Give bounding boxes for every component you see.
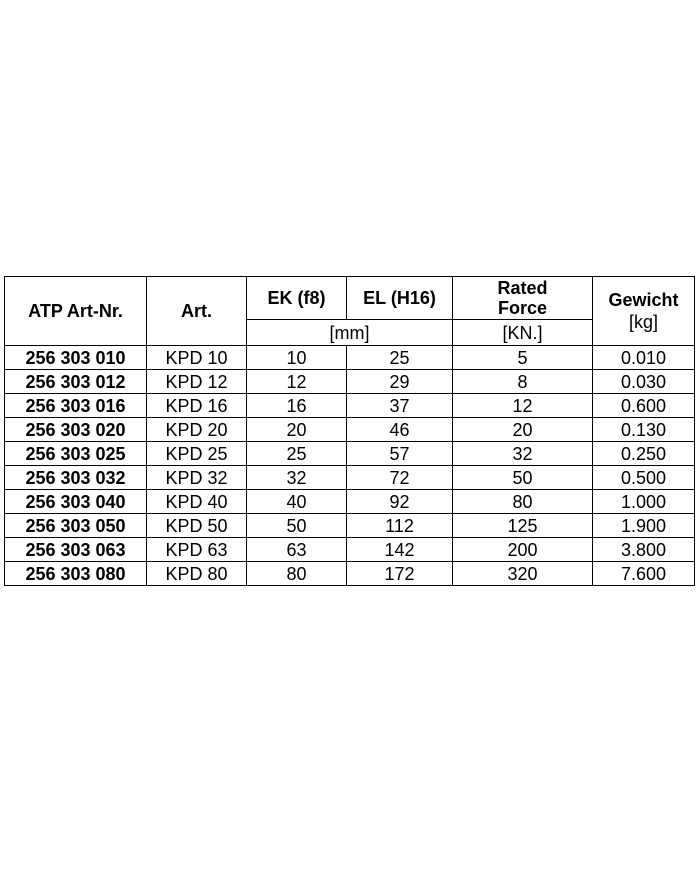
header-el: EL (H16)	[347, 277, 453, 320]
cell-artnr: 256 303 016	[5, 394, 147, 418]
cell-ek: 32	[247, 466, 347, 490]
table-row	[5, 418, 695, 442]
cell-force: 20	[453, 418, 593, 442]
cell-art: KPD 10	[147, 346, 247, 370]
cell-force: 12	[453, 394, 593, 418]
table-row	[5, 490, 695, 514]
cell-art: KPD 32	[147, 466, 247, 490]
cell-force: 32	[453, 442, 593, 466]
cell-ek: 40	[247, 490, 347, 514]
cell-gewicht: 0.500	[593, 466, 695, 490]
cell-force: 5	[453, 346, 593, 370]
cell-force: 8	[453, 370, 593, 394]
cell-art: KPD 20	[147, 418, 247, 442]
spec-table	[4, 276, 695, 586]
cell-gewicht: 0.600	[593, 394, 695, 418]
header-rated-force	[453, 277, 593, 320]
cell-art: KPD 16	[147, 394, 247, 418]
cell-el: 92	[347, 490, 453, 514]
cell-art: KPD 12	[147, 370, 247, 394]
cell-gewicht: 3.800	[593, 538, 695, 562]
table-row	[5, 562, 695, 586]
cell-gewicht: 0.130	[593, 418, 695, 442]
cell-el: 112	[347, 514, 453, 538]
cell-art: KPD 25	[147, 442, 247, 466]
cell-ek: 10	[247, 346, 347, 370]
cell-gewicht: 0.010	[593, 346, 695, 370]
header-rated-force-line2: Force	[497, 298, 548, 318]
cell-el: 46	[347, 418, 453, 442]
header-gewicht-title: Gewicht	[608, 290, 679, 310]
cell-el: 37	[347, 394, 453, 418]
cell-ek: 20	[247, 418, 347, 442]
header-atp-art-nr: ATP Art-Nr.	[5, 277, 147, 346]
cell-gewicht: 1.900	[593, 514, 695, 538]
cell-gewicht: 7.600	[593, 562, 695, 586]
cell-art: KPD 63	[147, 538, 247, 562]
table-row	[5, 394, 695, 418]
cell-el: 172	[347, 562, 453, 586]
table-row	[5, 346, 695, 370]
cell-art: KPD 40	[147, 490, 247, 514]
cell-force: 125	[453, 514, 593, 538]
header-ek: EK (f8)	[247, 277, 347, 320]
cell-el: 142	[347, 538, 453, 562]
cell-el: 57	[347, 442, 453, 466]
header-rated-force-line1: Rated	[497, 278, 548, 298]
cell-gewicht: 0.030	[593, 370, 695, 394]
header-art: Art.	[147, 277, 247, 346]
cell-artnr: 256 303 010	[5, 346, 147, 370]
unit-kg: [kg]	[628, 312, 658, 332]
cell-el: 29	[347, 370, 453, 394]
cell-force: 200	[453, 538, 593, 562]
cell-artnr: 256 303 012	[5, 370, 147, 394]
cell-ek: 12	[247, 370, 347, 394]
table-row	[5, 466, 695, 490]
table-header	[5, 277, 695, 346]
unit-mm: [mm]	[247, 320, 453, 346]
table-row	[5, 538, 695, 562]
cell-el: 25	[347, 346, 453, 370]
cell-gewicht: 0.250	[593, 442, 695, 466]
table-body	[5, 346, 695, 586]
cell-art: KPD 80	[147, 562, 247, 586]
cell-gewicht: 1.000	[593, 490, 695, 514]
table-row	[5, 514, 695, 538]
cell-ek: 50	[247, 514, 347, 538]
cell-artnr: 256 303 032	[5, 466, 147, 490]
cell-el: 72	[347, 466, 453, 490]
cell-artnr: 256 303 025	[5, 442, 147, 466]
cell-art: KPD 50	[147, 514, 247, 538]
table-row	[5, 442, 695, 466]
cell-artnr: 256 303 080	[5, 562, 147, 586]
cell-artnr: 256 303 040	[5, 490, 147, 514]
cell-ek: 16	[247, 394, 347, 418]
cell-artnr: 256 303 020	[5, 418, 147, 442]
cell-ek: 63	[247, 538, 347, 562]
cell-ek: 25	[247, 442, 347, 466]
table-row	[5, 370, 695, 394]
unit-kn: [KN.]	[453, 320, 593, 346]
header-gewicht	[593, 277, 695, 346]
cell-ek: 80	[247, 562, 347, 586]
cell-artnr: 256 303 050	[5, 514, 147, 538]
cell-force: 50	[453, 466, 593, 490]
cell-force: 80	[453, 490, 593, 514]
cell-artnr: 256 303 063	[5, 538, 147, 562]
cell-force: 320	[453, 562, 593, 586]
